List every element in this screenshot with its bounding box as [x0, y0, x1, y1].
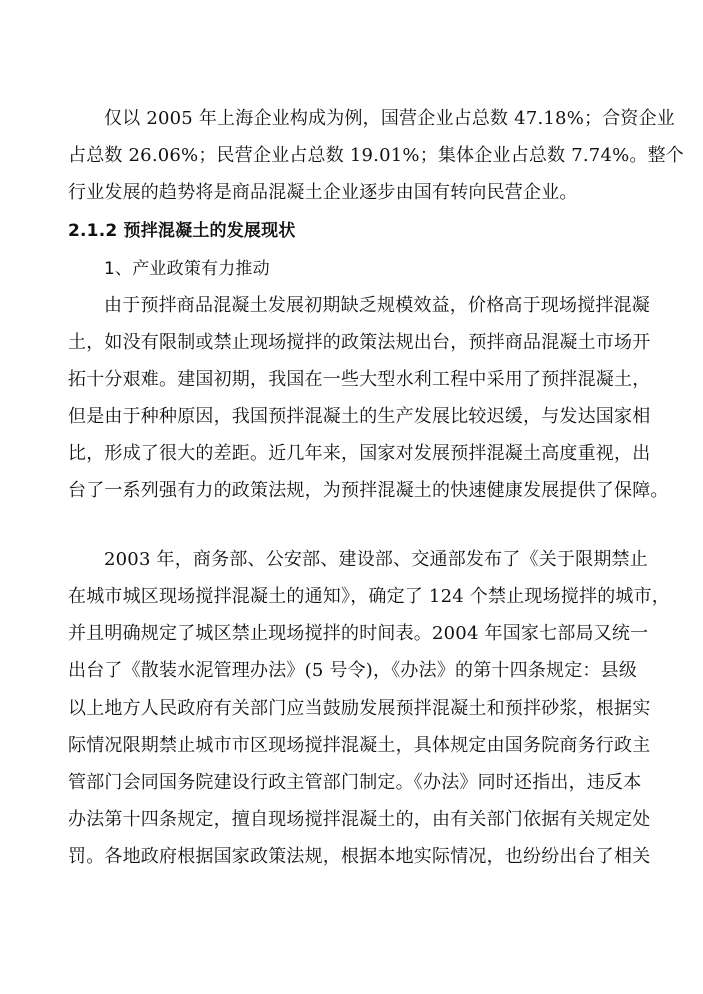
section-heading: 2.1.2 预拌混凝土的发展现状 — [68, 221, 296, 241]
paragraph-3-line-1: 2003 年，商务部、公安部、建设部、交通部发布了《关于限期禁止 — [104, 549, 648, 570]
paragraph-1-line-2: 占总数 26.06%；民营企业占总数 19.01%；集体企业占总数 7.74%。整个 — [68, 145, 685, 166]
paragraph-3-line-6: 际情况限期禁止城市市区现场搅拌混凝土，具体规定由国务院商务行政主 — [68, 735, 651, 756]
paragraph-3-line-5: 以上地方人民政府有关部门应当鼓励发展预拌混凝土和预拌砂浆，根据实 — [68, 698, 651, 719]
paragraph-2-line-3: 拓十分艰难。建国初期，我国在一些大型水利工程中采用了预拌混凝土， — [68, 369, 651, 390]
paragraph-3-line-9: 罚。各地政府根据国家政策法规，根据本地实际情况，也纷纷出台了相关 — [68, 846, 651, 867]
paragraph-2-line-1: 由于预拌商品混凝土发展初期缺乏规模效益，价格高于现场搅拌混凝 — [104, 295, 650, 316]
paragraph-3-line-7: 管部门会同国务院建设行政主管部门制定。《办法》同时还指出，违反本 — [68, 772, 642, 793]
subsection-heading: 1、产业政策有力推动 — [104, 259, 270, 279]
paragraph-2-line-4: 但是由于种种原因，我国预拌混凝土的生产发展比较迟缓，与发达国家相 — [68, 406, 651, 427]
paragraph-2-line-6: 台了一系列强有力的政策法规，为预拌混凝土的快速健康发展提供了保障。 — [68, 480, 669, 501]
paragraph-1-line-1: 仅以 2005 年上海企业构成为例，国营企业占总数 47.18%；合资企业 — [104, 108, 676, 129]
paragraph-3-line-8: 办法第十四条规定，擅自现场搅拌混凝土的，由有关部门依据有关规定处 — [68, 809, 651, 830]
paragraph-3-line-4: 出台了《散装水泥管理办法》(5 号令)，《办法》的第十四条规定：县级 — [68, 660, 638, 681]
paragraph-3-line-2: 在城市城区现场搅拌混凝土的通知》，确定了 124 个禁止现场搅拌的城市， — [68, 586, 670, 607]
paragraph-2-line-2: 土，如没有限制或禁止现场搅拌的政策法规出台，预拌商品混凝土市场开 — [68, 332, 651, 353]
paragraph-2-line-5: 比，形成了很大的差距。近几年来，国家对发展预拌混凝土高度重视，出 — [68, 443, 651, 464]
paragraph-3-line-3: 并且明确规定了城区禁止现场搅拌的时间表。2004 年国家七部局又统一 — [68, 623, 649, 644]
paragraph-1-line-3: 行业发展的趋势将是商品混凝土企业逐步由国有转向民营企业。 — [68, 182, 578, 203]
